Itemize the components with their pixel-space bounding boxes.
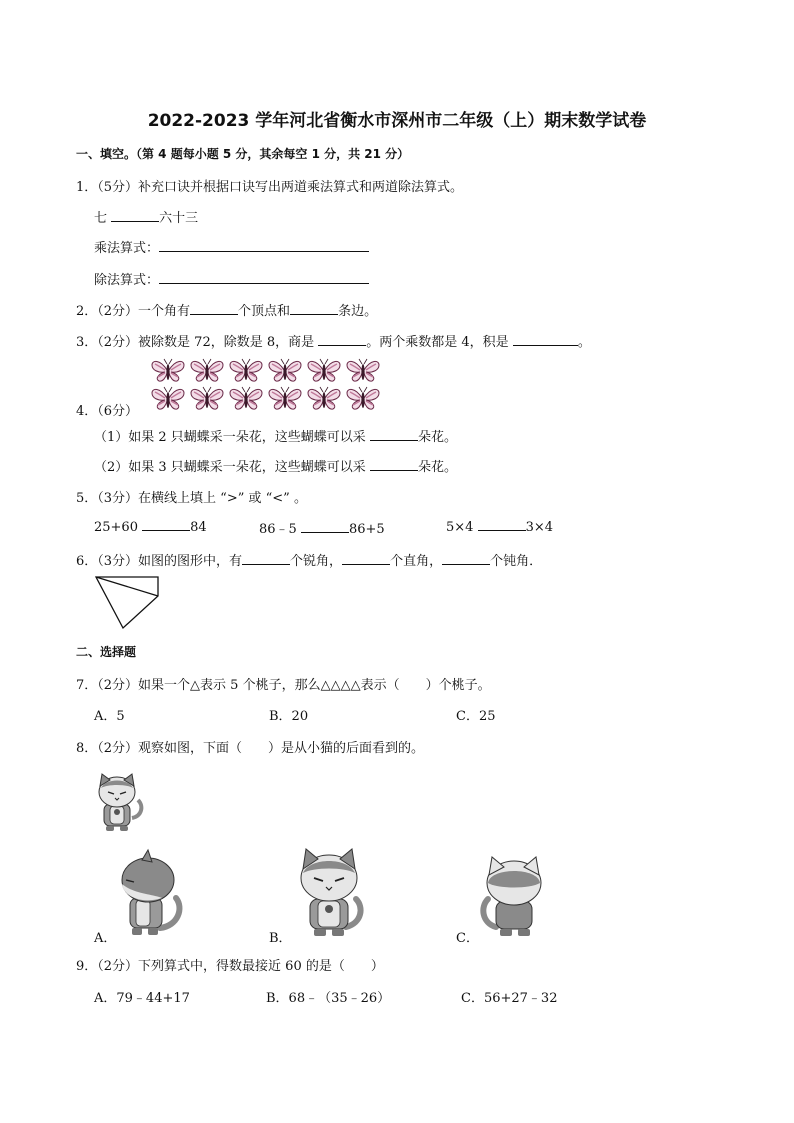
cat-back-view-figure	[480, 855, 556, 941]
cat-front-view-figure	[290, 845, 370, 941]
question-9-stem: 9．（2分）下列算式中，得数最接近 60 的是（ ）	[76, 959, 384, 974]
butterflies-figure	[150, 357, 385, 413]
question-1-mul-line	[94, 237, 369, 256]
question-1-formula	[94, 207, 198, 226]
page-title: 2022-2023 学年河北省衡水市深州市二年级（上）期末数学试卷	[147, 111, 647, 131]
q6-text-a: 6．（3分）如图的图形中，有	[76, 554, 243, 569]
q6-blank-1[interactable]	[242, 552, 290, 565]
question-5-stem: 5．（3分）在横线上填上 “>” 或 “<” 。	[76, 491, 307, 506]
cat-front-small-figure	[92, 770, 148, 834]
question-3	[76, 331, 591, 350]
q9-option-c[interactable]: C．56+27﹣32	[461, 991, 558, 1006]
question-6	[76, 550, 542, 569]
q5-e2-blank[interactable]	[301, 520, 349, 533]
q1-mul-label: 乘法算式：	[94, 241, 160, 256]
q5-e3-left: 5×4	[446, 520, 474, 535]
q2-blank-1[interactable]	[190, 302, 238, 315]
question-4-sub-2	[94, 456, 457, 475]
q3-text-b: 。两个乘数都是 4，积是	[366, 335, 509, 350]
q9-option-b[interactable]: B．68﹣（35﹣26）	[266, 991, 391, 1006]
q6-blank-3[interactable]	[442, 552, 490, 565]
section-heading-fill: 一、填空。（第 4 题每小题 5 分，其余每空 1 分，共 21 分）	[76, 147, 410, 161]
q2-text-b: 个顶点和	[238, 304, 291, 319]
q7-option-c[interactable]: C．25	[456, 709, 496, 724]
q6-text-c: 个直角，	[390, 554, 443, 569]
q7-option-b[interactable]: B．20	[269, 709, 309, 724]
section-heading-choice: 二、选择题	[76, 645, 137, 659]
q5-e2-left: 86﹣5	[259, 522, 297, 537]
q9-option-a[interactable]: A．79﹣44+17	[94, 991, 190, 1006]
q5-e3-blank[interactable]	[478, 518, 526, 531]
question-4-sub-1	[94, 426, 457, 445]
quadrilateral-figure	[90, 574, 162, 630]
cat-side-view-figure	[112, 848, 192, 940]
q8-option-a[interactable]: A．	[94, 931, 117, 946]
q1-prefix: 七	[94, 211, 108, 226]
q6-text-b: 个锐角，	[290, 554, 343, 569]
q6-text-d: 个钝角．	[490, 554, 543, 569]
q1-blank[interactable]	[111, 209, 159, 222]
q5-e3-right: 3×4	[525, 520, 554, 535]
q3-blank-1[interactable]	[318, 333, 366, 346]
q2-text-c: 条边。	[338, 304, 378, 319]
q1-mul-blank[interactable]	[159, 239, 369, 252]
q8-option-c[interactable]: C．	[456, 931, 479, 946]
q4-sub1-text-b: 朵花。	[417, 430, 457, 445]
q5-expression-3	[446, 518, 553, 535]
q4-sub2-text-b: 朵花。	[417, 460, 457, 475]
question-8-stem: 8．（2分）观察如图，下面（ ）是从小猫的后面看到的。	[76, 741, 425, 756]
q6-blank-2[interactable]	[342, 552, 390, 565]
butterfly-row-1	[152, 359, 379, 381]
q1-div-blank[interactable]	[159, 271, 369, 284]
q3-text-a: 3．（2分）被除数是 72，除数是 8，商是	[76, 335, 315, 350]
q5-e2-right: 86+5	[348, 522, 385, 537]
q5-expression-1	[94, 518, 207, 535]
q8-option-b[interactable]: B．	[269, 931, 292, 946]
q4-sub2-blank[interactable]	[370, 458, 418, 471]
q5-e1-right: 84	[190, 520, 207, 535]
question-7-stem: 7．（2分）如果一个△表示 5 个桃子，那么△△△△表示（ ）个桃子。	[76, 678, 491, 693]
q7-option-a[interactable]: A．5	[94, 709, 125, 724]
question-1-stem: 1．（5分）补充口诀并根据口诀写出两道乘法算式和两道除法算式。	[76, 180, 464, 195]
q2-blank-2[interactable]	[290, 302, 338, 315]
question-4-number: 4．（6分）	[76, 404, 139, 419]
question-1-div-line	[94, 269, 369, 288]
q5-expression-2	[259, 518, 385, 537]
q3-text-c: 。	[577, 335, 591, 350]
q5-e1-blank[interactable]	[142, 518, 190, 531]
q4-sub1-text-a: （1）如果 2 只蝴蝶采一朵花，这些蝴蝶可以采	[94, 430, 366, 445]
q5-e1-left: 25+60	[94, 520, 138, 535]
q1-div-label: 除法算式：	[94, 273, 160, 288]
butterfly-row-2	[152, 387, 379, 409]
q4-sub2-text-a: （2）如果 3 只蝴蝶采一朵花，这些蝴蝶可以采	[94, 460, 366, 475]
q3-blank-2[interactable]	[513, 333, 578, 346]
question-2	[76, 300, 377, 319]
q2-text-a: 2．（2分）一个角有	[76, 304, 191, 319]
q4-sub1-blank[interactable]	[370, 428, 418, 441]
q1-suffix: 六十三	[159, 211, 199, 226]
